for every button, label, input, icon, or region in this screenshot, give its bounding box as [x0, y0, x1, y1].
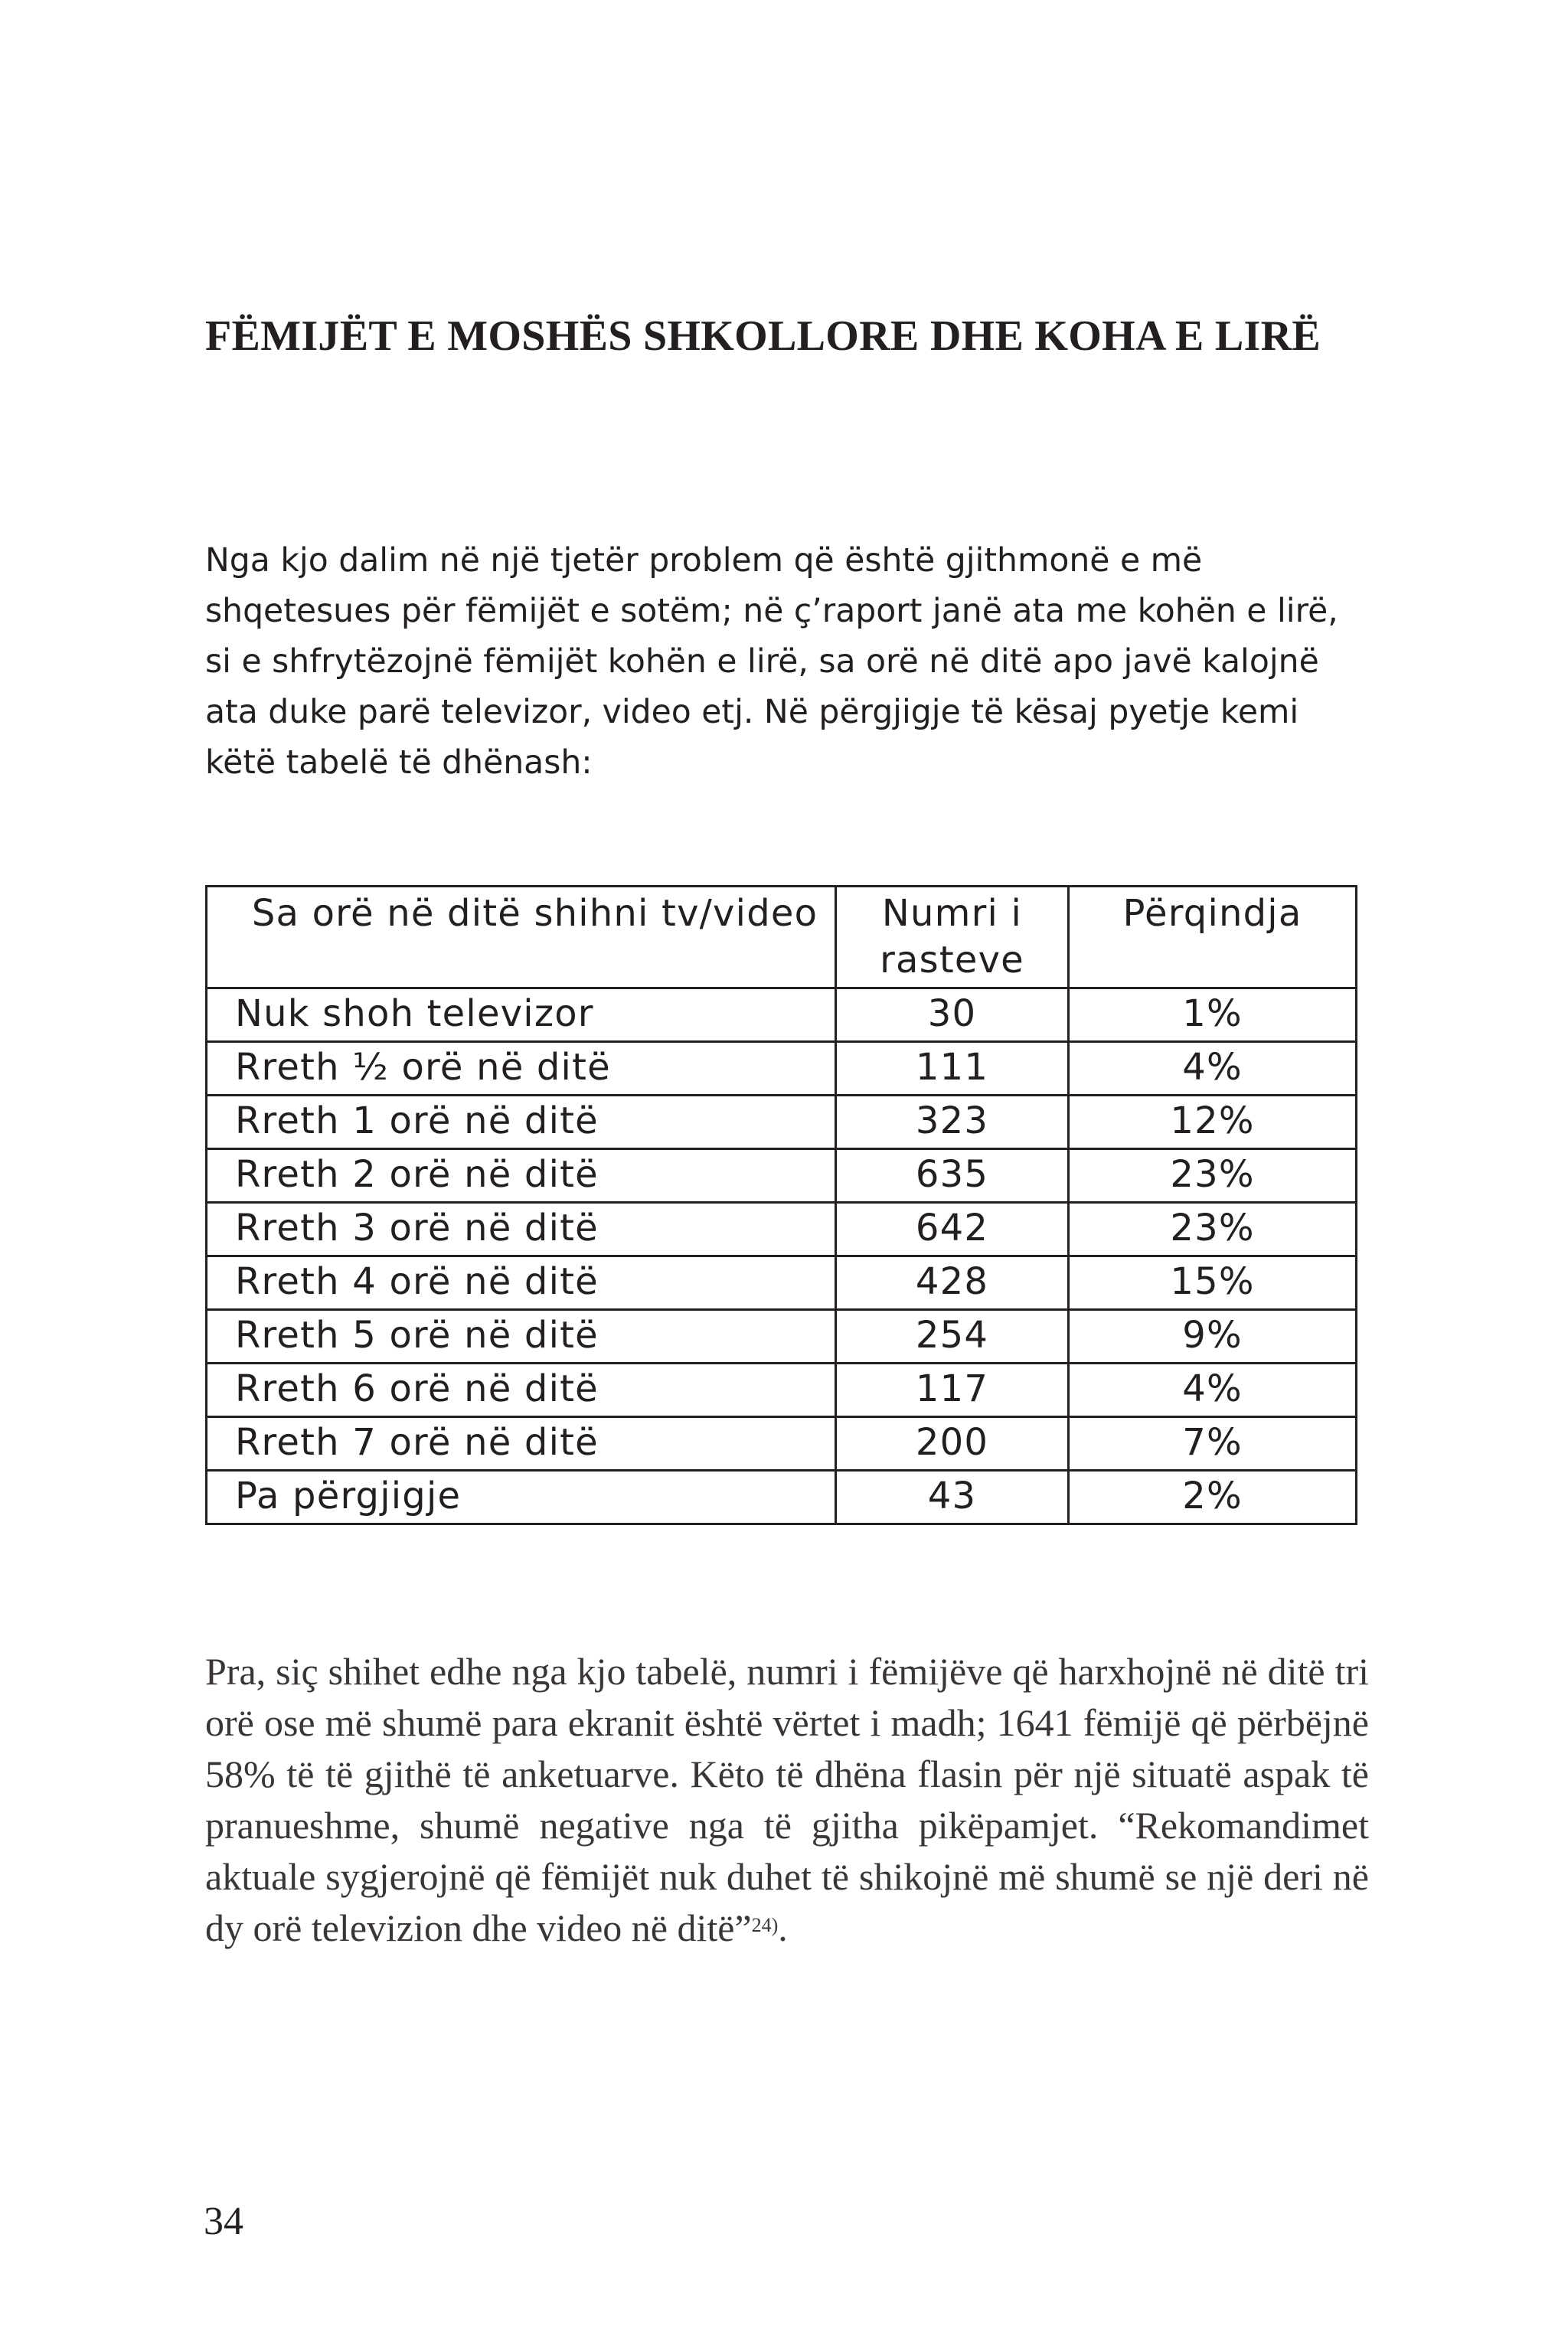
row-percent: 23%	[1069, 1149, 1357, 1203]
table-row	[207, 1149, 1357, 1203]
row-percent: 15%	[1069, 1256, 1357, 1310]
table-row	[207, 988, 1357, 1042]
header-category: Sa orë në ditë shihni tv/video	[207, 887, 836, 988]
row-category: Rreth 5 orë në ditë	[207, 1310, 836, 1364]
table-row	[207, 1417, 1357, 1471]
row-percent: 2%	[1069, 1471, 1357, 1524]
table-row	[207, 1042, 1357, 1096]
body-end: .	[778, 1906, 788, 1949]
row-count: 428	[836, 1256, 1069, 1310]
table-row	[207, 1471, 1357, 1524]
row-count: 43	[836, 1471, 1069, 1524]
footnote-reference: 24)	[751, 1914, 779, 1936]
row-count: 200	[836, 1417, 1069, 1471]
row-category: Rreth 7 orë në ditë	[207, 1417, 836, 1471]
intro-paragraph: Nga kjo dalim në një tjetër problem që është gjithmonë e më shqetesues për fëmijët e sotëm; në ç’raport janë ata me kohën e lirë, si e shfrytëzojnë fëmijët kohën e lirë, sa orë në ditë apo javë kalojnë ata duke parë televizor, video etj. Në përgjigje të kësaj pyetje kemi këtë tabelë të dhënash:	[205, 542, 1338, 782]
table-row	[207, 1310, 1357, 1364]
header-percent: Përqindja	[1069, 887, 1357, 988]
row-count: 117	[836, 1364, 1069, 1417]
tv-hours-table	[205, 885, 1357, 1525]
row-percent: 1%	[1069, 988, 1357, 1042]
table-header-row	[207, 887, 1357, 988]
row-category: Rreth ½ orë në ditë	[207, 1042, 836, 1096]
row-count: 254	[836, 1310, 1069, 1364]
table-row	[207, 1203, 1357, 1256]
table-row	[207, 1256, 1357, 1310]
row-category: Rreth 3 orë në ditë	[207, 1203, 836, 1256]
row-count: 30	[836, 988, 1069, 1042]
row-percent: 7%	[1069, 1417, 1357, 1471]
page-number: 34	[204, 2200, 243, 2243]
header-count: Numri i rasteve	[836, 887, 1069, 988]
body-text: Pra, siç shihet edhe nga kjo tabelë, numri i fëmijëve që harxhojnë në ditë tri orë ose më shumë para ekranit është vërtet i madh; 1641 fëmijë që përbëjnë 58% të të gjithë të anketuarve. Këto të dhëna flasin për një situatë aspak të pranueshme, shumë negative nga të gjitha pikëpamjet. “Rekomandimet aktuale sygjerojnë që fëmijët nuk duhet të shikojnë më shumë se një deri në dy orë televizion dhe video në ditë”	[205, 1650, 1369, 1949]
section-heading: FËMIJËT E MOSHËS SHKOLLORE DHE KOHA E LIRË	[205, 312, 1321, 360]
row-percent: 4%	[1069, 1364, 1357, 1417]
row-category: Rreth 1 orë në ditë	[207, 1096, 836, 1149]
row-category: Pa përgjigje	[207, 1471, 836, 1524]
row-percent: 12%	[1069, 1096, 1357, 1149]
table-row	[207, 1364, 1357, 1417]
row-percent: 23%	[1069, 1203, 1357, 1256]
row-percent: 9%	[1069, 1310, 1357, 1364]
body-paragraph	[205, 1646, 1369, 1954]
row-count: 111	[836, 1042, 1069, 1096]
row-count: 323	[836, 1096, 1069, 1149]
row-category: Rreth 4 orë në ditë	[207, 1256, 836, 1310]
row-category: Rreth 2 orë në ditë	[207, 1149, 836, 1203]
row-category: Nuk shoh televizor	[207, 988, 836, 1042]
row-count: 642	[836, 1203, 1069, 1256]
row-count: 635	[836, 1149, 1069, 1203]
row-percent: 4%	[1069, 1042, 1357, 1096]
row-category: Rreth 6 orë në ditë	[207, 1364, 836, 1417]
table-row	[207, 1096, 1357, 1149]
